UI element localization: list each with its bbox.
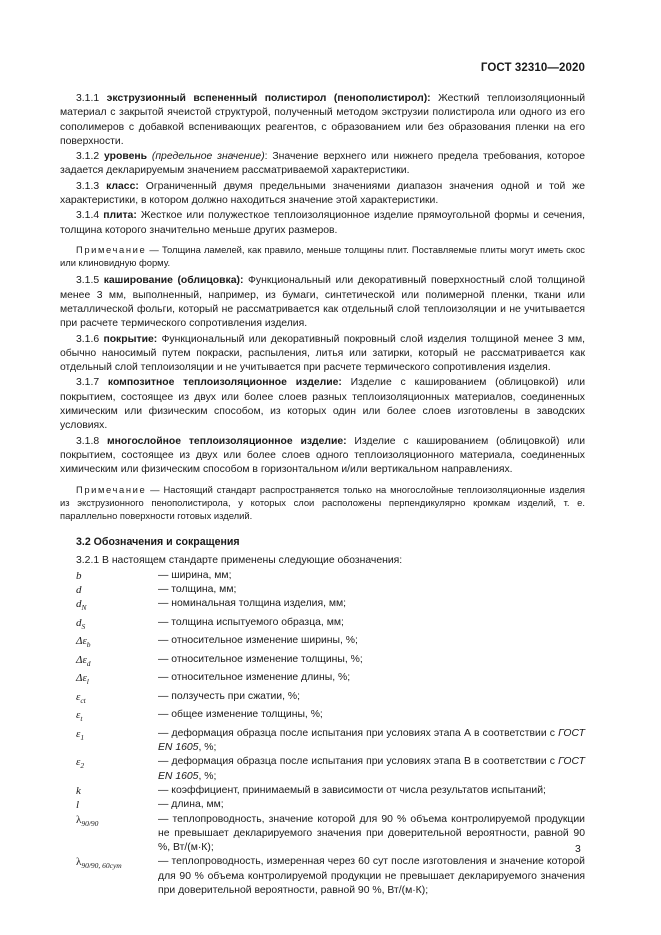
- clause-3-1-4: 3.1.4 плита: Жесткое или полужесткое теплоизоляционное изделие прямоугольной формы и сечения, толщина которого значительно меньше других размеров.: [60, 210, 585, 236]
- symbol-row: l — длина, мм;: [76, 799, 224, 812]
- symbol-row: $d_N$ — номинальная толщина изделия, мм;: [76, 598, 347, 613]
- page-body: [60, 92, 585, 898]
- symbol-row: $\Delta\varepsilon_d$ — относительное изменение толщины, %;: [76, 653, 363, 668]
- page-number: 3: [575, 844, 581, 855]
- symbol-row: k — коэффициент, принимаемый в зависимости от числа результатов испытаний;: [76, 784, 546, 797]
- symbol-row: $d_S$ — толщина испытуемого образца, мм;: [76, 616, 344, 631]
- symbol-row: $\varepsilon_2$ — деформация образца после испытания при условиях этапа В в соответствии с ГОСТ EN 1605, %;: [76, 756, 585, 782]
- clause-3-1-2: 3.1.2 уровень (предельное значение): Значение верхнего или нижнего предела требования, которое задается декларируемым значением рассматриваемой характеристики.: [60, 151, 585, 177]
- clause-3-1-8: 3.1.8 многослойное теплоизоляционное изделие: Изделие с кашированием (облицовкой) или покрытием, состоящее из двух или более слоев одного теплоизоляционного материала, соединенных химическим или физическим способом в горизонтальном и/или вертикальном направлениях.: [60, 435, 585, 476]
- symbol-row: $\lambda_{90/90, 60сут}$ — теплопроводность, измеренная через 60 сут после изготовления и значение которой для 90 % объема контролируемой продукции не превышает декларируемого значения при доверительной вероятности, равной 90 %, Вт/(м·К);: [76, 856, 585, 896]
- clause-3-1-3: 3.1.3 класс: Ограниченный двумя предельными значениями диапазон значения одной и той же характеристики, в котором должно находиться значение этой характеристики.: [60, 180, 586, 207]
- document-code: ГОСТ 32310—2020: [480, 62, 585, 74]
- symbol-row: $\Delta\varepsilon_b$ — относительное изменение ширины, %;: [76, 635, 358, 650]
- clause-3-1-7: 3.1.7 композитное теплоизоляционное изделие: Изделие с кашированием (облицовкой) или покрытием, состоящее из двух или более слоев разных теплоизоляционных материалов, соединенных химическим или физическим способом, из которых один или более слоев изготовлены в заводских условиях.: [60, 377, 585, 432]
- symbol-row: $\varepsilon_{ct}$ — ползучесть при сжатии, %;: [76, 690, 300, 705]
- symbol-row: $\lambda_{90/90}$ — теплопроводность, значение которой для 90 % объема контролируемой продукции не превышает декларируемого значения при доверительной вероятности, равной 90 %, Вт/(м·К);: [76, 813, 585, 854]
- standard-reference: ГОСТ EN 1605: [158, 727, 585, 754]
- symbol-row: $\varepsilon_t$ — общее изменение толщины, %;: [76, 709, 323, 724]
- symbol-list: [60, 569, 585, 899]
- clause-3-1-1: 3.1.1 экструзионный вспененный полистирол (пенополистирол): Жесткий теплоизоляционный материал с закрытой ячеистой структурой, полученный методом экструзии полистирола или одного из его сополимеров с добавкой вспенивающих реагентов, с образованием или без образования пленки на его поверхности.: [60, 93, 585, 147]
- symbol-row: b — ширина, мм;: [76, 569, 232, 582]
- section-intro: 3.2.1 В настоящем стандарте применены следующие обозначения:: [76, 555, 403, 567]
- symbol-row: d — толщина, мм;: [76, 584, 237, 597]
- note-2: Примечание — Настоящий стандарт распространяется только на многослойные теплоизоляционные изделия из экструзионного пенополистирола, у которых слои расположены перпендикулярно кромкам изделий, т. е. параллельно поверхности готовых изделий.: [60, 483, 585, 521]
- symbol-row: $\varepsilon_1$ — деформация образца после испытания при условиях этапа А в соответствии с ГОСТ EN 1605, %;: [76, 727, 585, 754]
- clause-3-1-5: 3.1.5 кaширование (облицовка): Функциональный или декоративный поверхностный слой толщиной менее 3 мм, выполненный, например, из бумаги, синтетической или полимерной пленки, ткани или металлической фольги, который не рассматривается как отдельный слой теплоизоляции и не учитывается при расчете термического сопротивления изделия.: [60, 275, 585, 330]
- symbol-row: $\Delta\varepsilon_l$ — относительное изменение длины, %;: [76, 672, 351, 687]
- section-title: 3.2 Обозначения и сокращения: [76, 536, 240, 549]
- standard-reference: ГОСТ EN 1605: [158, 756, 585, 782]
- note-1: Примечание — Толщина ламелей, как правило, меньше толщины плит. Поставляемые плиты могут иметь скос или клиновидную форму.: [60, 243, 585, 269]
- clause-3-1-6: 3.1.6 покрытие: Функциональный или декоративный покровный слой изделия толщиной менее 3 мм, обычно наносимый путем покраски, распыления, литья или затирки, который не рассматривается как отдельный слой теплоизоляции и не учитывается при расчете термического сопротивления изделия.: [60, 333, 585, 374]
